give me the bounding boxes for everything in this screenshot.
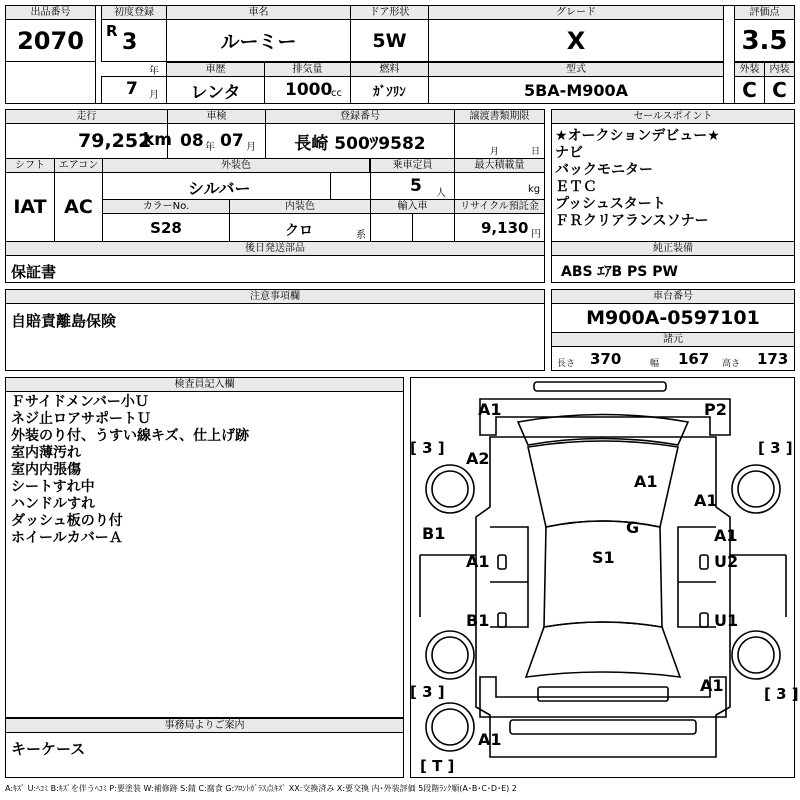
wheel-front-right-inner	[738, 471, 774, 507]
max-load-unit: kg	[528, 184, 541, 195]
rear-plate	[538, 687, 668, 701]
inspection-label: 車検	[167, 109, 266, 124]
inspector-notes	[5, 391, 404, 718]
rear-window	[526, 622, 680, 677]
left-mirror	[498, 555, 506, 569]
door-label: ドア形状	[350, 5, 429, 20]
inspection-year: 08	[180, 131, 204, 151]
inspector-item: Ｆサイドメンバー小Ｕ	[11, 394, 149, 410]
sales-point-item: プッシュスタート	[555, 196, 666, 212]
tire-grade-front-left: [ 3 ]	[410, 439, 445, 457]
sales-point-item: ＦＲクリアランスソナー	[555, 213, 709, 229]
damage-mark: B1	[422, 524, 446, 543]
displacement-label: 排気量	[264, 62, 351, 77]
exterior-label: 外装	[734, 62, 765, 77]
inspector-item: 室内内張傷	[11, 462, 81, 478]
capacity-label: 乗車定員	[370, 158, 455, 173]
capacity: 5	[410, 176, 422, 196]
door-type: 5W	[350, 19, 429, 62]
exterior-grade: C	[734, 76, 765, 104]
later-parts-box	[5, 255, 545, 283]
inspector-item: ハンドルすれ	[11, 496, 95, 512]
roof	[544, 521, 662, 627]
inspection-month-unit: 月	[246, 142, 256, 153]
exterior-color-extra	[330, 172, 371, 200]
fuel: ｶﾞｿﾘﾝ	[350, 76, 429, 104]
grade-label: グレード	[428, 5, 724, 20]
interior-color-label: 内装色	[229, 199, 371, 214]
color-no: S28	[102, 213, 230, 242]
damage-mark: G	[626, 518, 640, 537]
score: 3.5	[734, 19, 795, 62]
damage-mark: P2	[704, 400, 727, 419]
month-unit: 月	[149, 90, 159, 101]
recycle-unit: 円	[531, 229, 541, 240]
inspector-item: ホイールカバーＡ	[11, 530, 123, 546]
registration-year: 3	[122, 30, 138, 55]
car-name-label: 車名	[166, 5, 351, 20]
damage-mark: A1	[694, 491, 718, 510]
spare-tire-grade: [ T ]	[420, 757, 455, 775]
displacement-unit: cc	[331, 88, 342, 99]
sales-point-item: ＥＴＣ	[555, 179, 597, 195]
mileage-unit: km	[143, 130, 173, 150]
inspector-item: ダッシュ板のり付	[11, 513, 123, 529]
import-label: 輸入車	[370, 199, 455, 214]
later-parts-value: 保証書	[11, 263, 57, 281]
spare-tire-inner	[432, 709, 468, 745]
inspector-item: 室内薄汚れ	[11, 445, 81, 461]
standard-equipment-label: 純正装備	[551, 241, 795, 256]
office-value: キーケース	[11, 740, 86, 758]
damage-mark: A2	[466, 449, 490, 468]
length-label: 長さ	[557, 359, 576, 369]
import-box-a	[370, 213, 413, 242]
chassis-label: 車台番号	[551, 289, 795, 304]
interior-color: クロ	[285, 223, 313, 239]
later-parts-label: 後日発送部品	[5, 241, 545, 256]
width-label: 幅	[650, 359, 660, 369]
tire-grade-front-right: [ 3 ]	[758, 439, 793, 457]
sales-points-list	[551, 123, 795, 242]
right-doors	[678, 527, 716, 627]
wheel-front-left	[426, 465, 474, 513]
era: R	[106, 22, 118, 40]
transfer-month-unit: 月	[490, 147, 500, 157]
damage-mark: A1	[466, 552, 490, 571]
damage-mark: U1	[714, 611, 739, 630]
height-label: 高さ	[722, 359, 741, 369]
damage-mark: A1	[478, 400, 502, 419]
color-no-label: カラーNo.	[102, 199, 230, 214]
registration-month: 7	[126, 79, 138, 99]
notes-label: 注意事項欄	[5, 289, 545, 304]
tailgate-bar	[510, 720, 696, 734]
import-box-b	[412, 213, 455, 242]
air-conditioner: AC	[54, 172, 103, 242]
interior-color-unit: 系	[356, 230, 366, 241]
damage-mark: A1	[714, 526, 738, 545]
interior-grade: C	[764, 76, 795, 104]
height-value: 173	[757, 350, 789, 368]
wheel-rear-left-inner	[432, 637, 468, 673]
tire-grade-rear-left: [ 3 ]	[410, 683, 445, 701]
model-label: 型式	[428, 62, 724, 77]
rear-bumper	[480, 677, 726, 717]
exterior-color-value: シルバー	[188, 179, 251, 198]
wheel-front-right	[732, 465, 780, 513]
first-registration-label: 初度登録	[101, 5, 167, 20]
transfer-deadline-label: 譲渡書類期限	[454, 109, 545, 124]
office-label: 事務局よりご案内	[5, 718, 404, 733]
tire-grade-rear-right: [ 3 ]	[764, 685, 799, 703]
registration-number-label: 登録番号	[265, 109, 455, 124]
recycle-label: リサイクル預託金	[454, 199, 545, 214]
wheel-rear-left	[426, 631, 474, 679]
lot-number: 2070	[5, 19, 96, 62]
inspection-month: 07	[220, 131, 244, 151]
lot-number-label: 出品番号	[5, 5, 96, 20]
score-label: 評価点	[734, 5, 795, 20]
transfer-day-unit: 日	[531, 147, 541, 157]
standard-equipment: ABS ｴｱB PS PW	[561, 264, 678, 280]
sales-point-item: ナビ	[555, 145, 583, 161]
registration-number: 長崎 500ﾂ9582	[265, 123, 455, 159]
chassis-number: M900A-0597101	[551, 303, 795, 333]
sales-point-item: バックモニター	[555, 162, 653, 178]
wheel-rear-right-inner	[738, 637, 774, 673]
damage-mark: A1	[478, 730, 502, 749]
right-mirror	[700, 555, 708, 569]
damage-mark: A1	[700, 676, 724, 695]
front-bumper	[480, 399, 730, 435]
interior-label: 内装	[764, 62, 795, 77]
roof-spoiler	[534, 382, 666, 391]
car-body-outline	[476, 437, 730, 757]
inspector-item: シートすれ中	[11, 479, 95, 495]
shift-label: シフト	[5, 158, 55, 173]
history: レンタ	[166, 76, 265, 104]
damage-mark: S1	[592, 548, 615, 567]
year-unit: 年	[149, 66, 159, 77]
grade: X	[428, 19, 724, 62]
inspector-item: 外装のり付、うすい線キズ、仕上げ跡	[11, 428, 250, 444]
damage-mark: B1	[466, 611, 490, 630]
mileage-label: 走行	[5, 109, 168, 124]
length-value: 370	[590, 350, 622, 368]
inspector-item: ネジ止ロアサポートＵ	[11, 411, 151, 427]
damage-mark: A1	[634, 472, 658, 491]
sales-points-label: セールスポイント	[551, 109, 795, 124]
sales-point-item: ★オークションデビュー★	[555, 128, 720, 144]
fuel-label: 燃料	[350, 62, 429, 77]
width-value: 167	[678, 350, 710, 368]
mileage: 79,252	[78, 130, 152, 152]
capacity-unit: 人	[436, 188, 446, 199]
wheel-front-left-inner	[432, 471, 468, 507]
wheel-rear-right	[732, 631, 780, 679]
ac-label: エアコン	[54, 158, 103, 173]
inspector-label: 検査員記入欄	[5, 377, 404, 392]
inspection-year-unit: 年	[205, 142, 215, 153]
notes-value: 自賠責離島保険	[11, 312, 117, 330]
shift: IAT	[5, 172, 55, 242]
recycle-fee: 9,130	[481, 219, 529, 237]
max-load-label: 最大積載量	[454, 158, 545, 173]
spare-tire	[426, 703, 474, 751]
history-label: 車歴	[166, 62, 265, 77]
specs-label: 諸元	[551, 332, 795, 347]
damage-mark: U2	[714, 552, 739, 571]
damage-diagram	[410, 377, 799, 778]
car-name: ルーミー	[166, 19, 351, 62]
displacement: 1000	[285, 80, 333, 100]
left-doors	[490, 527, 528, 627]
lot-number-blank	[5, 61, 96, 104]
exterior-color-label: 外装色	[102, 158, 370, 173]
legend: A:ｷｽﾞ U:ﾍｺﾐ B:ｷｽﾞを伴うﾍｺﾐ P:要塗装 W:補修跡 S:錆 C:腐食 G:ﾌﾛﾝﾄｶﾞﾗｽ点ｷｽﾞ XX:交換済み X:要交換 内･外装評価 5段階ﾗﾝｸ順(A･B･C･D･E) 2	[5, 784, 517, 793]
model-code: 5BA-M900A	[428, 76, 724, 104]
